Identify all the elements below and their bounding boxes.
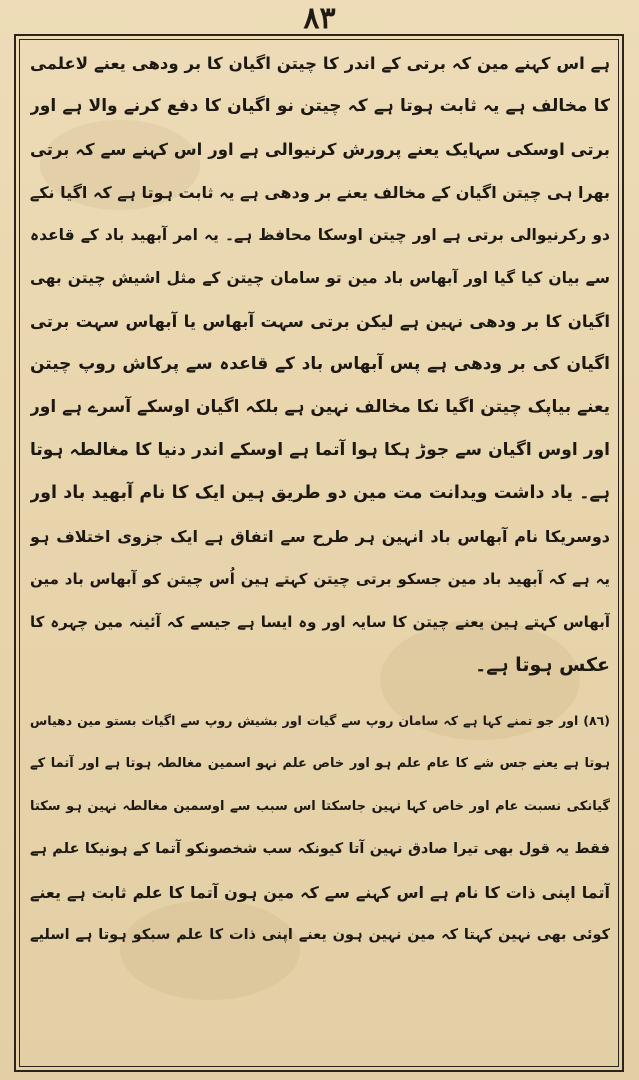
text-line: آبھاس کہتے ہین یعنے چیتن کا سایہ اور وہ ایسا ہے جیسے کہ آئینہ مین چہرہ کا: [30, 613, 610, 631]
text-line: دوسریکا نام آبھاس باد انہین ہر طرح سے اتفاق ہے ایک جزوی اختلاف ہو: [30, 527, 610, 546]
text-line: ہے۔ یاد داشت ویدانت مت مین دو طریق ہین ایک کا نام آبھید باد اور: [30, 483, 610, 503]
text-line: فقط یہ قول بھی تیرا صادق نہین آتا کیونکہ سب شخصونکو آتما کے ہونیکا علم ہے: [30, 841, 610, 857]
body-text: [30, 42, 610, 957]
paragraph-2: [30, 699, 610, 957]
text-line: کا مخالف ہے یہ ثابت ہوتا ہے کہ چیتن نو اگیان کا دفع کرنے والا ہے اور: [30, 96, 610, 116]
text-line: آتما اپنی ذات کا نام ہے اس کہنے سے کہ مین ہون آتما کا علم ثابت ہے یعنے: [30, 883, 610, 902]
text-line: عکس ہوتا ہے۔: [475, 654, 610, 676]
text-line: (٨٦) اور جو تمنے کہا ہے کہ سامان روپ سے گیات اور بشیش روپ سے اگیات بستو مین دھیاس: [30, 713, 610, 728]
paragraph-1: [30, 42, 610, 687]
text-line: کوئی بھی نہین کہتا کہ مین نہین ہون یعنے اپنی ذات کا علم سبکو ہوتا ہے اسلیے: [30, 927, 610, 943]
text-line: دو رکرنیوالی برتی ہے اور چیتن اوسکا محافظ ہے۔ یہ امر آبھید باد کے قاعدہ: [30, 226, 610, 244]
text-line: گیانکی نسبت عام اور خاص کہا نہین جاسکتا اس سبب سے اوسمین مغالطہ نہین ہو سکتا: [30, 799, 610, 814]
text-line: اگیان کا بر ودھی نہین ہے لیکن برتی سہت آبھاس یا آبھاس سہت برتی: [30, 312, 610, 331]
text-line: اور اوس اگیان سے جوڑ ہکا ہوا آتما ہے اوسکے اندر دنیا کا مغالطہ ہوتا: [30, 440, 610, 460]
text-line: یعنے بیاپک چیتن اگیا نکا مخالف نہین ہے بلکہ اگیان اوسکے آسرے ہے اور: [30, 397, 610, 417]
text-line: برتی اوسکی سہایک یعنے پرورش کرنیوالی ہے اور اس کہنے سے کہ برتی: [30, 140, 610, 159]
text-line: یہ ہے کہ آبھید باد مین جسکو برتی چیتن کہتے ہین اُس چیتن کو آبھاس باد مین: [30, 570, 610, 588]
text-line: ہوتا ہے یعنے جس شے کا عام علم ہو اور خاص علم نہو اسمین مغالطہ ہوتا ہے اور آتما کے: [30, 756, 610, 771]
text-line: اگیان کی بر ودھی ہے پس آبھاس باد کے قاعدہ سے پرکاش روپ چیتن: [30, 354, 610, 374]
text-line: ہے اس کہنے مین کہ برتی کے اندر کا چیتن اگیان کا بر ودھی یعنے لاعلمی: [30, 54, 610, 73]
text-line: سے بیان کیا گیا اور آبھاس باد مین تو سامان چیتن کے مثل اشیش چیتن بھی: [30, 269, 610, 287]
page-number: ٨٣: [303, 1, 336, 36]
text-line: بھرا ہی چیتن اگیان کے مخالف یعنے بر ودھی ہے یہ ثابت ہوتا ہے کہ اگیا نکے: [30, 183, 610, 202]
